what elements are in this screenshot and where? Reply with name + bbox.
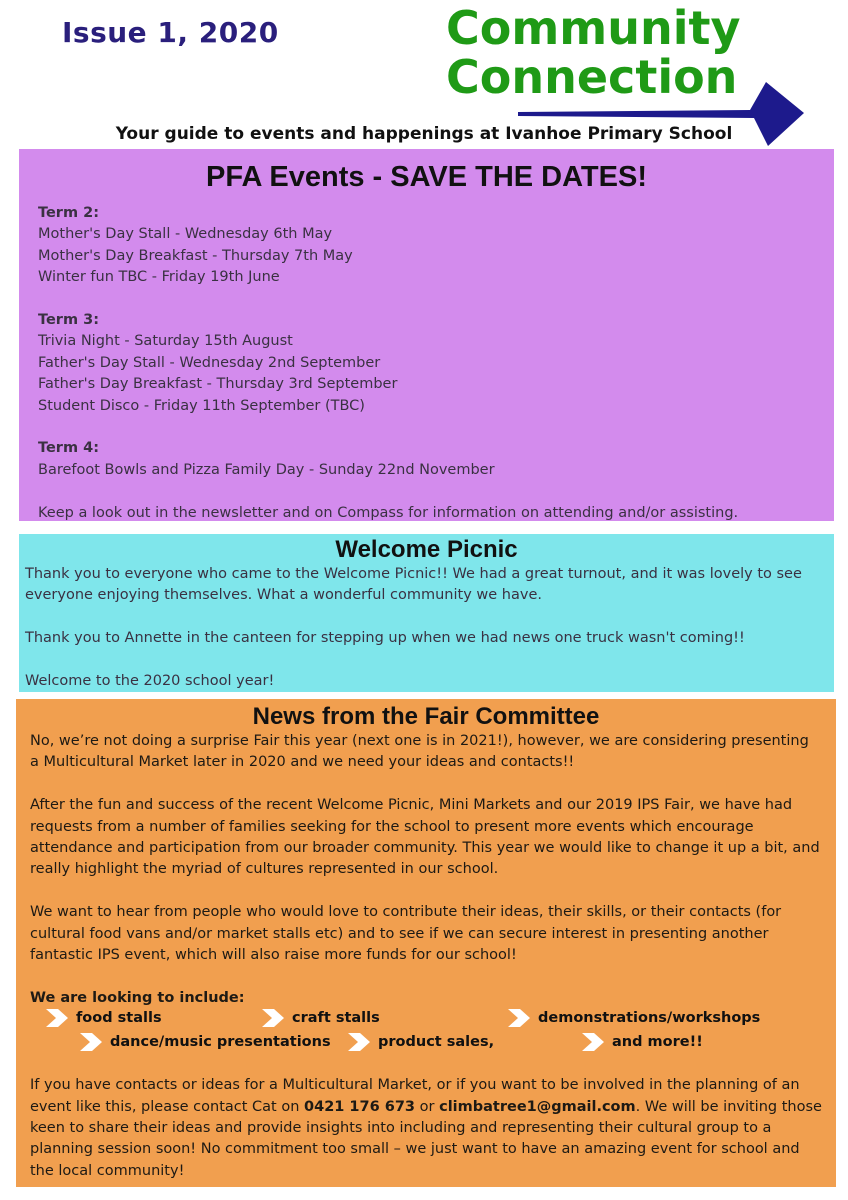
contact-email[interactable]: climbatree1@gmail.com [439, 1098, 636, 1115]
title-line-1: Community [446, 1, 741, 55]
event-item: Barefoot Bowls and Pizza Family Day - Sunday 22nd November [38, 461, 495, 478]
include-label: craft stalls [292, 1010, 380, 1027]
include-item [80, 1033, 331, 1051]
include-label: dance/music presentations [110, 1034, 331, 1051]
chevron-right-icon [348, 1033, 370, 1051]
include-label: food stalls [76, 1010, 162, 1027]
contact-text: If you have contacts or ideas for a Multicultural Market, or if you want to be involved in the planning of an event like this, please contact Cat on [30, 1077, 800, 1115]
chevron-right-icon [262, 1009, 284, 1027]
contact-phone[interactable]: 0421 176 673 [304, 1098, 416, 1115]
include-heading: We are looking to include: [30, 989, 245, 1006]
event-item: Student Disco - Friday 11th September (TBC) [38, 397, 365, 414]
pfa-events-section [19, 149, 834, 521]
include-label: product sales, [378, 1034, 495, 1051]
chevron-right-icon [46, 1009, 68, 1027]
include-item [262, 1009, 380, 1027]
fair-paragraph: No, we’re not doing a surprise Fair this year (next one is in 2021!), however, we are considering presenting a Multicultural Market later in 2020 and we need your ideas and contacts!! [30, 733, 809, 771]
chevron-right-icon [80, 1033, 102, 1051]
picnic-paragraph: Thank you to everyone who came to the Welcome Picnic!! We had a great turnout, and it was lovely to see everyone enjoying themselves. What a wonderful community we have. [25, 566, 802, 604]
fair-paragraph: We want to hear from people who would love to contribute their ideas, their skills, or their contacts (for cultural food vans and/or market stalls etc) and to see if we can secure interest in presenting another fantastic IPS event, which will also raise more funds for our school! [30, 904, 782, 964]
picnic-paragraph: Welcome to the 2020 school year! [25, 673, 275, 689]
include-row [30, 1009, 822, 1033]
pfa-footer-note: Keep a look out in the newsletter and on Compass for information on attending and/or assisting. [38, 504, 739, 521]
fair-paragraph: After the fun and success of the recent Welcome Picnic, Mini Markets and our 2019 IPS Fair, we have had requests from a number of families seeking for the school to present more events which encourage attendance and participation from our broader community. This year we would like to change it up a bit, and really highlight the myriad of cultures represented in our school. [30, 797, 820, 878]
include-item [46, 1009, 162, 1027]
fair-heading: News from the Fair Committee [252, 703, 600, 730]
event-item: Winter fun TBC - Friday 19th June [38, 269, 280, 286]
event-item: Father's Day Breakfast - Thursday 3rd September [38, 376, 398, 393]
event-item: Mother's Day Breakfast - Thursday 7th May [38, 247, 353, 264]
contact-text: . We will be inviting those keen to share their ideas and provide insights into including and representing their cultural group to a planning session soon! No commitment too small – we just want to have an amazing event for school and the local community! [30, 1098, 822, 1179]
issue-label: Issue 1, 2020 [62, 16, 279, 49]
picnic-paragraph: Thank you to Annette in the canteen for stepping up when we had news one truck wasn't coming!! [25, 630, 745, 647]
event-item: Father's Day Stall - Wednesday 2nd September [38, 354, 381, 371]
term3-label: Term 3: [38, 312, 99, 329]
title-line-2: Connection [446, 50, 738, 104]
include-item [582, 1033, 703, 1051]
chevron-right-icon [582, 1033, 604, 1051]
include-item [508, 1009, 760, 1027]
event-item: Mother's Day Stall - Wednesday 6th May [38, 226, 333, 243]
include-label: and more!! [612, 1034, 703, 1051]
tagline: Your guide to events and happenings at Ivanhoe Primary School [115, 124, 733, 144]
include-row [30, 1033, 822, 1057]
term4-label: Term 4: [38, 440, 99, 457]
welcome-picnic-section [19, 534, 834, 692]
chevron-right-icon [508, 1009, 530, 1027]
include-label: demonstrations/workshops [538, 1010, 761, 1027]
picnic-heading: Welcome Picnic [335, 536, 518, 563]
term2-label: Term 2: [38, 205, 99, 221]
fair-committee-section [16, 699, 836, 1187]
include-item [348, 1033, 494, 1051]
contact-text: or [415, 1098, 440, 1115]
pfa-heading: PFA Events - SAVE THE DATES! [206, 161, 647, 193]
event-item: Trivia Night - Saturday 15th August [38, 333, 293, 350]
contact-paragraph [30, 1075, 822, 1182]
